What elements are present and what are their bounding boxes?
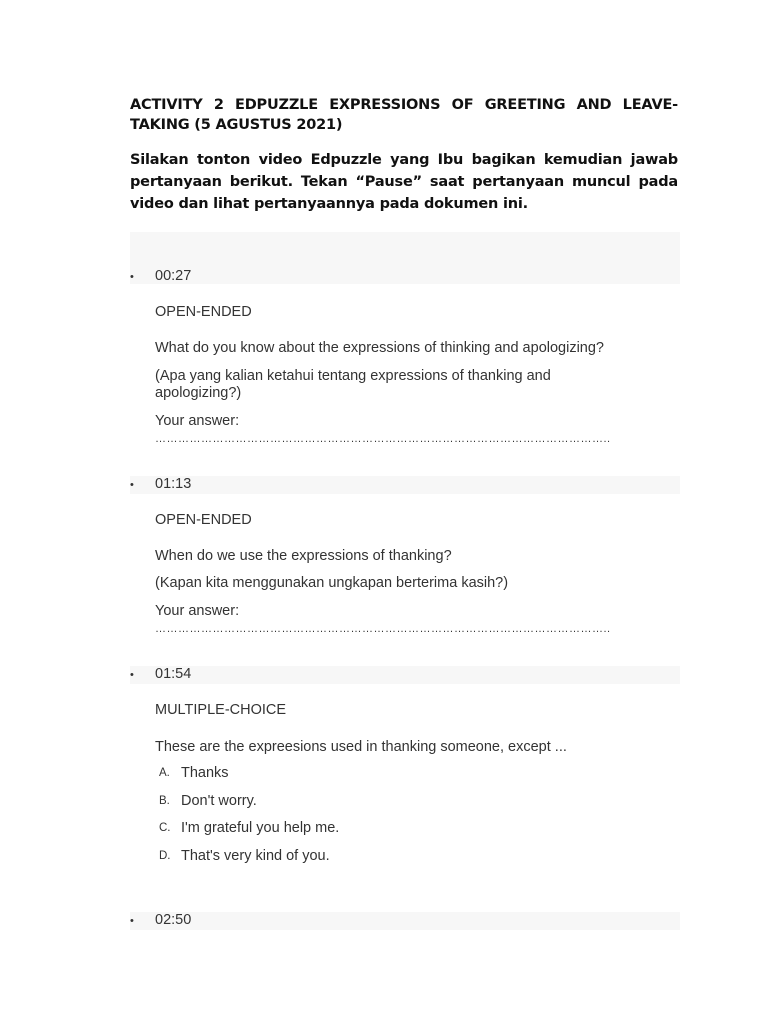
option-letter-a: A. [159,767,170,779]
answer-line-q2[interactable] [155,603,675,638]
option-text-b[interactable]: Don't worry. [181,793,257,809]
timestamp-q3: 01:54 [155,666,192,682]
bullet-q3: • [130,669,134,681]
question-band-q4 [130,912,680,930]
document-intro: Silakan tonton video Edpuzzle yang Ibu bagikan kemudian jawab pertanyaan berikut. Tekan “Pause” saat pertanyaan muncul pada video dan lihat pertanyaannya pada dokumen ini. [130,152,678,212]
top-shaded-band [130,232,680,284]
question-text-q1: What do you know about the expressions of thinking and apologizing? [155,340,604,356]
bullet-q1: • [130,271,134,283]
answer-line-q1[interactable] [155,413,675,448]
question-band-q2 [130,476,680,494]
option-letter-b: B. [159,795,170,807]
answer-label-q2: Your answer: [155,603,240,619]
timestamp-q4: 02:50 [155,912,192,928]
option-text-c[interactable]: I'm grateful you help me. [181,820,340,836]
option-text-a[interactable]: Thanks [181,765,229,781]
question-translation-q2: (Kapan kita menggunakan ungkapan berterima kasih?) [155,575,509,591]
timestamp-q2: 01:13 [155,476,192,492]
option-text-d[interactable]: That's very kind of you. [181,848,330,864]
timestamp-q1: 00:27 [155,268,192,284]
answer-dots-q2: ……………………………………………………………………………………………………….. [155,623,611,635]
question-type-q3: MULTIPLE-CHOICE [155,702,287,718]
document-title: ACTIVITY 2 EDPUZZLE EXPRESSIONS OF GREETING AND LEAVE-TAKING (5 AGUSTUS 2021) [130,97,678,133]
bullet-q4: • [130,915,134,927]
question-text-q2: When do we use the expressions of thanking? [155,548,452,564]
answer-label-q1: Your answer: [155,413,240,429]
question-type-q1: OPEN-ENDED [155,304,252,320]
option-letter-c: C. [159,822,171,834]
question-type-q2: OPEN-ENDED [155,512,252,528]
question-text-q3: These are the expreesions used in thanking someone, except ... [155,739,567,755]
option-letter-d: D. [159,850,171,862]
question-translation-q1: (Apa yang kalian ketahui tentang expressions of thanking and apologizing?) [155,368,551,401]
answer-dots-q1: ……………………………………………………………………………………………………….. [155,433,611,445]
question-band-q3 [130,666,680,684]
bullet-q2: • [130,479,134,491]
